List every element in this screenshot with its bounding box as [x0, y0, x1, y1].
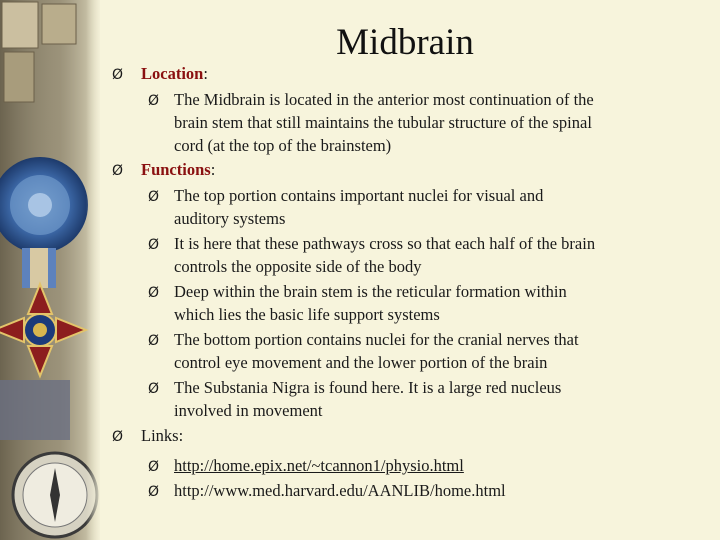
- functions-item-line: which lies the basic life support systems: [174, 305, 440, 324]
- bullet-icon: Ø: [112, 163, 124, 179]
- functions-item-line: auditory systems: [174, 209, 286, 228]
- bullet-icon: Ø: [148, 93, 160, 109]
- medal-illustration: [0, 0, 100, 540]
- bullet-icon: Ø: [112, 429, 124, 445]
- bullet-icon: Ø: [148, 381, 160, 397]
- links-heading: Links:: [141, 426, 184, 445]
- functions-item-line: The bottom portion contains nuclei for the cranial nerves that: [174, 330, 579, 349]
- bullet-icon: Ø: [148, 189, 160, 205]
- functions-item-line: The Substania Nigra is found here. It is a large red nucleus: [174, 378, 562, 397]
- functions-item-line: Deep within the brain stem is the reticular formation within: [174, 282, 567, 301]
- bullet-icon: Ø: [148, 237, 160, 253]
- functions-item-line: involved in movement: [174, 401, 323, 420]
- bullet-icon: Ø: [148, 333, 160, 349]
- location-heading: Location:: [141, 64, 208, 83]
- location-item-line: brain stem that still maintains the tubular structure of the spinal: [174, 113, 592, 132]
- strip-fade: [86, 0, 100, 540]
- harvard-link[interactable]: http://www.med.harvard.edu/AANLIB/home.html: [174, 481, 506, 500]
- bullet-icon: Ø: [148, 285, 160, 301]
- decorative-medal-image: [0, 0, 100, 540]
- functions-item-line: The top portion contains important nuclei for visual and: [174, 186, 544, 205]
- slide-title: Midbrain: [336, 22, 474, 63]
- bullet-icon: Ø: [112, 67, 124, 83]
- functions-item-line: It is here that these pathways cross so that each half of the brain: [174, 234, 596, 253]
- location-item-line: cord (at the top of the brainstem): [174, 136, 392, 155]
- functions-heading: Functions:: [141, 160, 216, 179]
- bullet-icon: Ø: [148, 459, 160, 475]
- functions-item-line: control eye movement and the lower portion of the brain: [174, 353, 548, 372]
- functions-item-line: controls the opposite side of the body: [174, 257, 422, 276]
- location-item-line: The Midbrain is located in the anterior most continuation of the: [174, 90, 594, 109]
- bullet-icon: Ø: [148, 484, 160, 500]
- physio-link[interactable]: http://home.epix.net/~tcannon1/physio.html: [174, 456, 464, 475]
